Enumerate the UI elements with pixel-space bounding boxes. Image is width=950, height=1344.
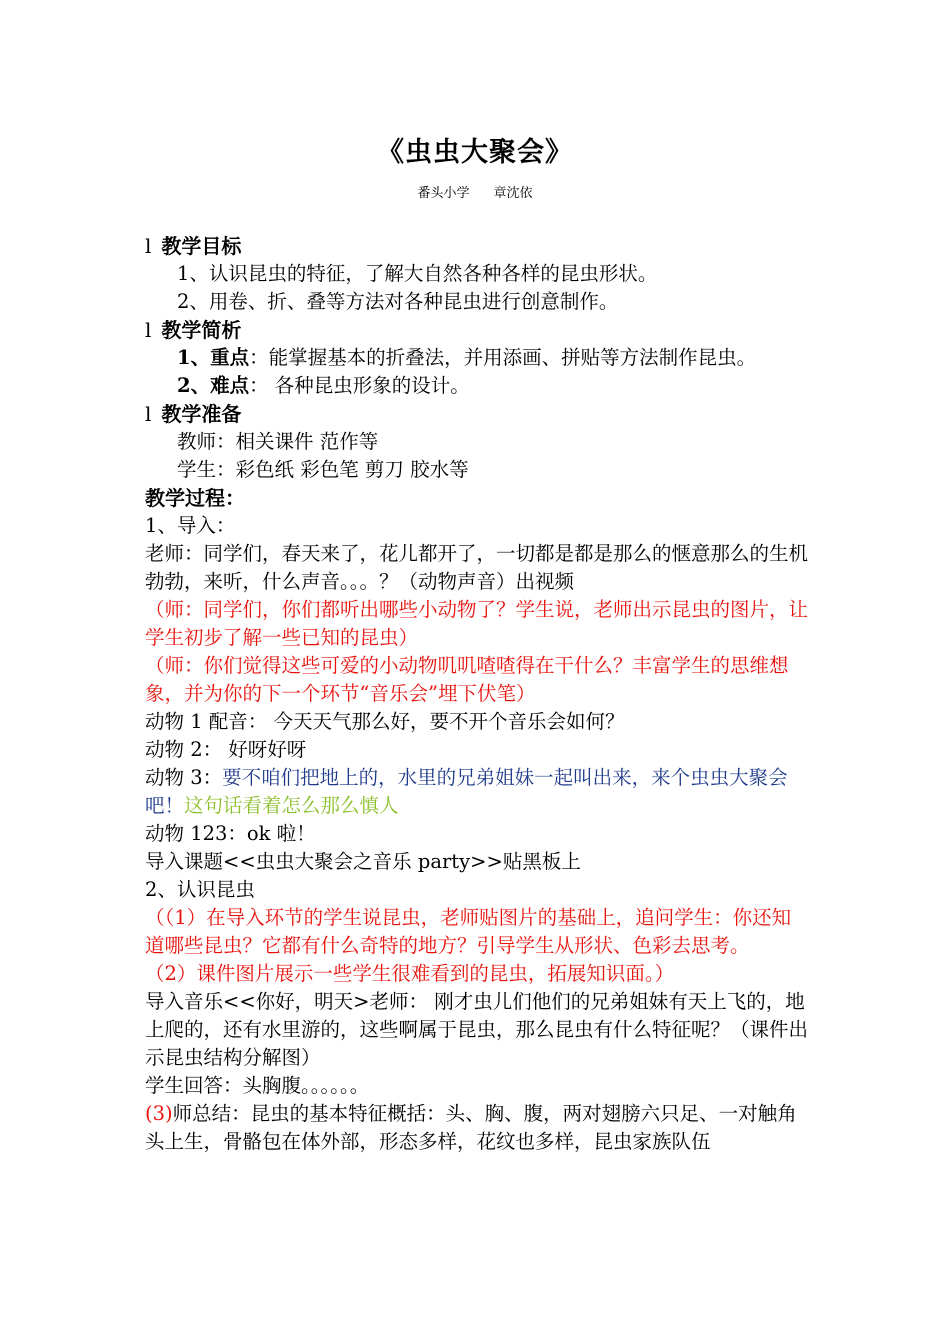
analysis-hard-point: 2、难点： 各种昆虫形象的设计。 [177,374,470,397]
teacher-note: （师：同学们，你们都听出哪些小动物了？学生说，老师出示昆虫的图片，让学生初步了解一些已知的昆虫） [145,598,809,649]
bullet: l [145,234,152,258]
bullet: l [145,318,152,342]
dialogue-highlight: 要不咱们把地上的，水里的兄弟姐妹一起叫出来，来个虫虫大聚会吧！ [145,766,788,817]
document-body [145,232,810,1156]
prep-teacher: 教师：相关课件 范作等 [177,430,379,453]
dialogue-line: 动物 2： 好呀好呀 [145,738,307,761]
document-byline [0,182,950,201]
goal-item: 2、用卷、折、叠等方法对各种昆虫进行创意制作。 [177,290,619,313]
paragraph: 导入音乐<<你好，明天>老师： 刚才虫儿们他们的兄弟姐妹有天上飞的，地上爬的，还有水里游的，这些啊属于昆虫，那么昆虫有什么特征呢？（课件出示昆虫结构分解图） [145,990,809,1069]
process-heading: 教学过程： [145,486,245,510]
teacher-note: （师：你们觉得这些可爱的小动物叽叽喳喳得在干什么？丰富学生的思维想象，并为你的下一个环节“音乐会”埋下伏笔） [145,654,789,705]
author-name: 章沈依 [493,186,533,201]
paragraph: 导入课题<<虫虫大聚会之音乐 party>>贴黑板上 [145,850,581,873]
step-heading: 2、认识昆虫 [145,878,255,901]
dialogue-line: 动物 1 配音： 今天天气那么好，要不开个音乐会如何？ [145,710,625,733]
document-title: 《虫虫大聚会》 [377,137,573,168]
analysis-key-point: 1、重点：能掌握基本的折叠法，并用添画、拼贴等方法制作昆虫。 [177,346,757,369]
section-heading-prep: l 教学准备 [145,402,242,426]
prep-student: 学生：彩色纸 彩色笔 剪刀 胶水等 [177,458,469,481]
section-heading-goals: l 教学目标 [145,234,242,258]
dialogue-line: 动物 123：ok 啦！ [145,822,316,845]
bullet: l [145,402,152,426]
goal-item: 1、认识昆虫的特征，了解大自然各种各样的昆虫形状。 [177,262,658,285]
school-name: 番头小学 [417,186,470,201]
comment-note: 这句话看着怎么那么慎人 [184,794,399,817]
dialogue-line: 动物 3：要不咱们把地上的，水里的兄弟姐妹一起叫出来，来个虫虫大聚会吧！这句话看着怎么那么慎人 [145,766,788,817]
teacher-note: （2）课件图片展示一些学生很难看到的昆虫，拓展知识面。） [145,962,675,985]
paragraph: 老师：同学们，春天来了，花儿都开了，一切都是都是那么的惬意那么的生机勃勃，来听，什么声音。。。？（动物声音）出视频 [145,542,809,593]
paragraph: (3)师总结：昆虫的基本特征概括：头、胸、腹，两对翅膀六只足、一对触角头上生，骨骼包在体外部，形态多样，花纹也多样，昆虫家族队伍 [145,1102,797,1153]
step-heading: 1、导入： [145,514,236,537]
paragraph: 学生回答：头胸腹。。。。。。 [145,1074,370,1097]
teacher-note: （（1）在导入环节的学生说昆虫，老师贴图片的基础上，追问学生：你还知道哪些昆虫？它都有什么奇特的地方？引导学生从形状、色彩去思考。 [145,906,792,957]
section-heading-analysis: l 教学简析 [145,318,242,342]
